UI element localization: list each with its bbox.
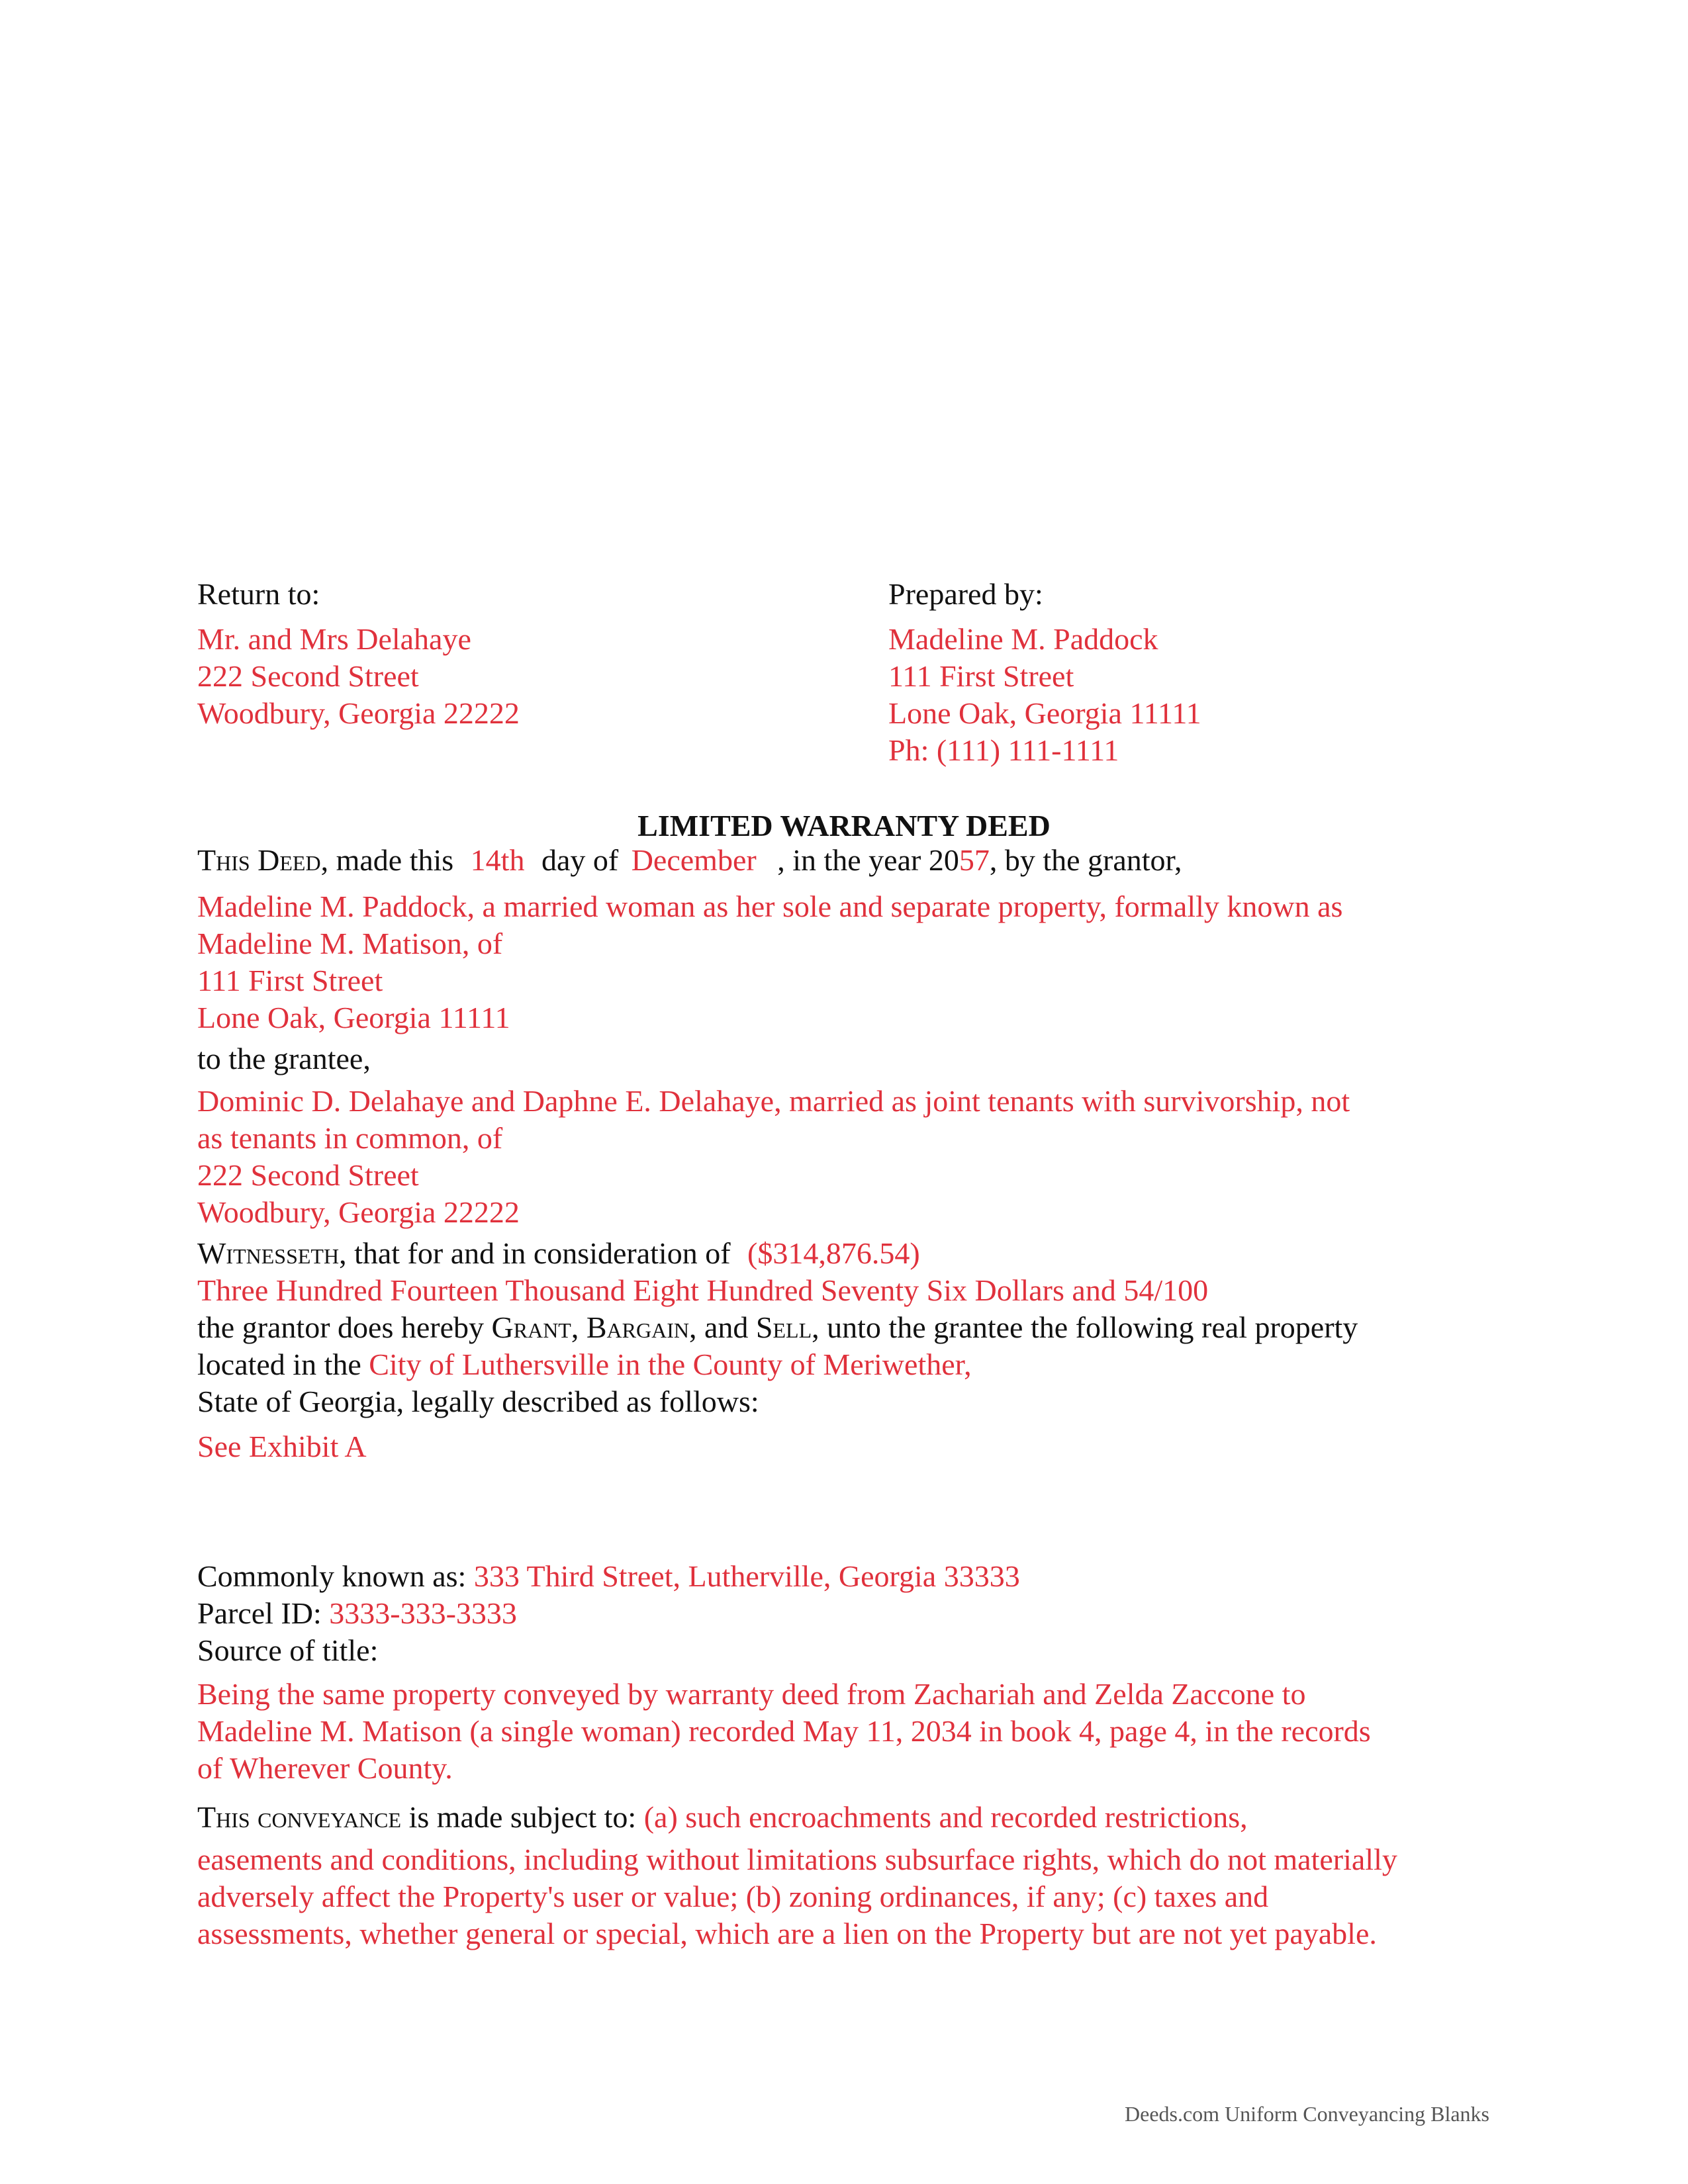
grantee-line: as tenants in common, of: [197, 1121, 503, 1155]
grant-pre: the grantor does hereby: [197, 1310, 485, 1344]
source-of-title-label: Source of title:: [197, 1633, 379, 1667]
deed-day: 14th: [470, 843, 525, 877]
in-year-text: , in the year 20: [777, 843, 959, 877]
grantee-line: Woodbury, Georgia 22222: [197, 1195, 520, 1229]
sell-word: Sell: [755, 1310, 812, 1344]
witnesseth-word: Witnesseth: [197, 1236, 340, 1270]
source-line: Madeline M. Matison (a single woman) recorded May 11, 2034 in book 4, page 4, in the records: [197, 1714, 1371, 1748]
commonly-known-label: Commonly known as:: [197, 1559, 467, 1593]
amount-in-words: Three Hundred Fourteen Thousand Eight Hundred Seventy Six Dollars and 54/100: [197, 1273, 1209, 1307]
parcel-value: 3333-333-3333: [329, 1596, 517, 1630]
return-to-line: 222 Second Street: [197, 659, 419, 693]
commonly-known-value: 333 Third Street, Lutherville, Georgia 33333: [473, 1559, 1020, 1593]
made-this-text: , made this: [320, 843, 454, 877]
consideration-amount: ($314,876.54): [747, 1236, 920, 1270]
grantor-line: Lone Oak, Georgia 11111: [197, 1001, 510, 1034]
deed-title: LIMITED WARRANTY DEED: [637, 809, 1051, 842]
return-to-line: Woodbury, Georgia 22222: [197, 696, 520, 730]
day-of-text: day of: [541, 843, 619, 877]
conveyance-rest: is made subject to:: [408, 1800, 637, 1834]
deed-intro-line: [197, 842, 1182, 879]
conveyance-line: [197, 1799, 1248, 1836]
source-line: Being the same property conveyed by warranty deed from Zachariah and Zelda Zaccone to: [197, 1677, 1306, 1711]
prepared-by-address: [888, 621, 1201, 769]
footer-credit: Deeds.com Uniform Conveyancing Blanks: [1125, 2102, 1489, 2126]
witnesseth-rest: , that for and in consideration of: [339, 1236, 731, 1270]
located-in-text: located in the: [197, 1347, 361, 1381]
grantee-line: Dominic D. Delahaye and Daphne E. Delahaye, married as joint tenants with survivorship, not: [197, 1084, 1350, 1118]
legal-description: See Exhibit A: [197, 1430, 367, 1463]
prepared-by-label: Prepared by:: [888, 577, 1043, 611]
bargain-word: Bargain: [586, 1310, 689, 1344]
return-to-label: Return to:: [197, 577, 320, 611]
deed-year-suffix: 57: [959, 843, 990, 877]
grantor-line: Madeline M. Paddock, a married woman as her sole and separate property, formally known as: [197, 889, 1343, 923]
witnesseth-line: [197, 1235, 920, 1272]
conveyance-line-text: easements and conditions, including without limitations subsurface rights, which do not materially: [197, 1843, 1397, 1876]
this-deed-text: This Deed: [197, 843, 321, 877]
grant-line: the grantor does hereby Grant, Bargain, and Sell, unto the grantee the following real property: [197, 1310, 1358, 1344]
grantor-block: [197, 888, 1342, 1036]
prepared-by-line: 111 First Street: [888, 659, 1074, 693]
grantee-block: [197, 1083, 1350, 1231]
conveyance-block: [197, 1841, 1397, 1952]
grant-word: Grant: [491, 1310, 571, 1344]
conveyance-line-text: assessments, whether general or special, which are a lien on the Property but are not yet payable.: [197, 1917, 1377, 1950]
parcel-line: [197, 1595, 517, 1632]
grantor-line: Madeline M. Matison, of: [197, 927, 503, 960]
property-location: City of Luthersville in the County of Meriwether,: [369, 1347, 972, 1381]
return-to-line: Mr. and Mrs Delahaye: [197, 622, 471, 656]
conveyance-line-text: adversely affect the Property's user or value; (b) zoning ordinances, if any; (c) taxes and: [197, 1880, 1269, 1913]
conveyance-first: (a) such encroachments and recorded restrictions,: [643, 1800, 1248, 1834]
parcel-label: Parcel ID:: [197, 1596, 322, 1630]
prepared-by-line: Ph: (111) 111-1111: [888, 733, 1119, 767]
grantee-line: 222 Second Street: [197, 1158, 419, 1192]
by-grantor-text: , by the grantor,: [989, 843, 1182, 877]
source-line: of Wherever County.: [197, 1751, 453, 1785]
deed-month: December: [631, 843, 757, 877]
return-to-address: [197, 621, 520, 732]
grantor-line: 111 First Street: [197, 964, 383, 997]
commonly-known-line: [197, 1558, 1020, 1595]
conveyance-word: This conveyance: [197, 1800, 402, 1834]
prepared-by-line: Madeline M. Paddock: [888, 622, 1158, 656]
prepared-by-line: Lone Oak, Georgia 11111: [888, 696, 1201, 730]
grant-post: , unto the grantee the following real property: [812, 1310, 1358, 1344]
to-grantee-text: to the grantee,: [197, 1042, 371, 1075]
source-of-title-block: [197, 1676, 1371, 1787]
state-line: State of Georgia, legally described as follows:: [197, 1385, 759, 1418]
location-line: [197, 1346, 972, 1383]
and-word: , and: [688, 1310, 749, 1344]
